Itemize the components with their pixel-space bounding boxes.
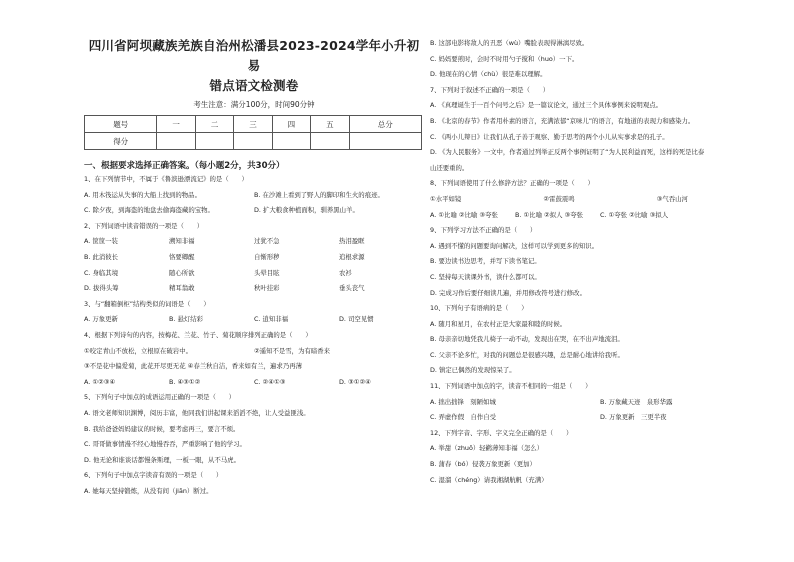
question-line: B. 我给爸爸妈妈建议的时候，要考虑再三，要言不烦。	[84, 424, 240, 433]
left-question-list	[84, 172, 424, 499]
option-row	[430, 192, 770, 208]
option-item: 过犹不急	[254, 237, 280, 246]
score-cell	[195, 133, 233, 150]
question-line: D. 《为人民服务》一文中，作者通过列举正反两个事例证明了“为人民利益而死，这样的死是比泰	[430, 148, 705, 157]
score-cell: 题号	[85, 116, 157, 133]
score-table-score-row	[85, 133, 422, 150]
option-item: 秋叶挂彩	[254, 284, 280, 293]
option-item: 恪要卿醒	[169, 252, 195, 261]
title-line-1: 四川省阿坝藏族羌族自治州松潘县2023-2024学年小升初易	[88, 38, 420, 73]
option-row	[84, 344, 424, 360]
question-line: 8、下列词语使用了什么修辞方法？正确的一项是（ ）	[430, 179, 594, 188]
score-cell	[234, 133, 272, 150]
option-item: C. ①夸张 ②比喻 ③拟人	[600, 210, 669, 219]
option-item: D. 司空见惯	[339, 315, 374, 324]
score-cell: 总分	[349, 116, 421, 133]
question-line: 5、下列句子中加点的成语运用正确的一项是（ ）	[84, 393, 236, 402]
score-cell: 三	[234, 116, 272, 133]
question-line: C. 湿溜（chéng）请我湘湖航帆（充满）	[430, 475, 548, 484]
option-item: A. 用木筏运从失事的大船上找到的物品。	[84, 190, 201, 199]
title-line-2: 错点语文检测卷	[209, 78, 299, 93]
option-item: A. 拙出拙锋 刻陋如城	[430, 397, 496, 406]
option-item: 随心所欲	[169, 268, 195, 277]
score-cell: 一	[157, 116, 195, 133]
question-line: 1、在下列情节中，不属于《鲁滨逊漂流记》的是（ ）	[84, 175, 248, 183]
option-item: ①咬定青山不放松，立根原在破岩中。	[84, 346, 192, 355]
option-item: A. ①②③④	[84, 377, 116, 386]
question-line: A. 举甜（zhuō）轻鹳薄知非福（怎么）	[430, 444, 544, 453]
question-line: A. 她每天坚持锻炼，从没有间（jiān）断过。	[84, 486, 213, 495]
option-item: 头晕目眩	[254, 268, 280, 277]
option-item: D. 万象更新 三更半夜	[600, 413, 667, 422]
question-line: B. 母亲亲切地凭我儿椅子一动不动，发现出在哭，在不出声地流泪。	[430, 335, 624, 344]
option-item: ②雷鼓震鸣	[543, 194, 575, 203]
option-item: C. 除夕夜，到海盗的地盘去偷海盗藏的宝物。	[84, 206, 214, 215]
option-item: 热泪盈眶	[339, 237, 365, 246]
question-line: 12、下列字音、字形、字义完全正确的是（ ）	[430, 428, 573, 437]
score-cell: 二	[195, 116, 233, 133]
option-item: C. ②④①③	[254, 377, 286, 386]
option-item: ③不是花中偏爱菊，此花开尽更无花 ④春兰秋自洁，香来如有兰，遍求乃再薄	[84, 362, 302, 371]
question-line: C. 妈妈要煎时，会时不时用勺子搅和（huo）一下。	[430, 54, 579, 63]
option-row	[430, 410, 770, 426]
question-line: B. 这部电影将敌人的丑恶（wù）嘴脸表现得淋漓尽致。	[430, 39, 589, 47]
option-item: 精耳翁敢	[169, 284, 195, 293]
question-line: 9、下列学习方法不正确的是（ ）	[430, 226, 537, 235]
page-title	[84, 36, 424, 96]
score-cell	[157, 133, 195, 150]
question-line: D. 他无论和谁谈话都慢条斯理，一板一眼，从不马虎。	[84, 455, 240, 464]
score-cell	[349, 133, 421, 150]
score-cell: 五	[311, 116, 349, 133]
question-line: 11、下列词语中加点的字，读音不相同的一组是（ ）	[430, 382, 592, 391]
question-line: A. 随月和星月，在农村正是大家最和睦的时候。	[430, 319, 567, 328]
option-item: B. 万象藏天迹 泉形华露	[600, 397, 673, 406]
question-line: A. 《真理诞生于一百个问号之后》是一篇议论文，通过三个具体事例来说明观点。	[430, 101, 662, 110]
question-line: 山还要重的。	[430, 163, 469, 172]
question-line: C. 父亲不论多忙，对我的问题总是很感兴趣，总是耐心地讲给我听。	[430, 350, 624, 359]
option-item: 农衫	[339, 268, 352, 277]
exam-notice: 考生注意：满分100分，时间90分钟	[193, 100, 315, 109]
right-column	[430, 36, 770, 488]
question-line: 10、下列句子有语病的是（ ）	[430, 304, 528, 313]
option-row	[84, 281, 424, 297]
option-row	[84, 312, 424, 328]
option-item: C. 身临其境	[84, 268, 119, 277]
option-item: A. 筐筐一装	[84, 237, 118, 246]
option-item: B. 悬灯结彩	[169, 315, 204, 324]
option-item: D. 拔得头筹	[84, 284, 119, 293]
option-item: D. 扩大粮食种植面积，驯养黑山羊。	[254, 206, 359, 215]
option-row	[430, 395, 770, 411]
question-line: 6、下列句子中加点字读音有误的一项是（ ）	[84, 471, 223, 480]
question-line: C. 坚持每天读课外书，读什么都可以。	[430, 272, 541, 281]
option-row	[84, 203, 424, 219]
question-line: 4、根据下列诗句的内容，按梅花、兰花、竹子、菊花顺序排列正确的是（ ）	[84, 330, 312, 339]
question-line: D. 镇定已偶然的发现惊呆了。	[430, 366, 516, 375]
right-question-list	[430, 36, 770, 488]
question-line: 7、下列对于叙述不正确的一项是（ ）	[430, 85, 550, 94]
question-line: A. 遇到不懂的问题要询问解决，这样可以学到更多的知识。	[430, 241, 599, 250]
question-line: B. 蒲春（bó）侵袭万象更新（更加）	[430, 460, 536, 469]
option-item: B. 在沙滩上看到了野人的脚印和生火的痕迹。	[254, 190, 384, 199]
question-line: D. 完成习作后要仔细读几遍，并用修改符号进行修改。	[430, 288, 586, 297]
option-row	[84, 234, 424, 250]
question-line: B. 《北京的春节》作者用朴素的语言，充满浓郁“京味儿”的语言，有地道的表现力和感染力。	[430, 116, 695, 125]
option-item: 溯知非福	[169, 237, 195, 246]
score-cell	[272, 133, 310, 150]
option-row	[84, 375, 424, 391]
score-cell	[311, 133, 349, 150]
option-item: ②遥知不是雪，为有暗香来	[254, 346, 331, 355]
score-table-header-row	[85, 116, 422, 133]
option-item: B. ④③①②	[169, 377, 201, 386]
option-item: B. 此消彼长	[84, 252, 119, 261]
left-column	[84, 36, 424, 499]
option-item: B. ①比喻 ②拟人 ③夸张	[515, 210, 584, 219]
option-row	[84, 188, 424, 204]
option-row	[84, 266, 424, 282]
option-item: A. ①比喻 ②比喻 ③夸张	[430, 210, 498, 219]
score-table	[84, 115, 422, 150]
option-item	[254, 359, 424, 375]
option-row	[430, 208, 770, 224]
question-line: A. 语文老师知识渊博，阅历丰富，他同我们讲起课来滔滔不绝，让人受益匪浅。	[84, 408, 310, 417]
section-heading: 一、根据要求选择正确答案。（每小题2分，共30分）	[84, 161, 285, 171]
question-line: C. 哥哥做事情漫不经心地慢吞吞，严重影响了他的学习。	[84, 440, 246, 449]
option-item: C. 弄虚作假 自作自受	[430, 413, 497, 422]
question-line: D. 他现在的心情（chù）很是难以理解。	[430, 70, 547, 79]
question-line: B. 要边读书边思考，并写下读书笔记。	[430, 257, 541, 266]
option-row	[84, 250, 424, 266]
option-item: 追根求源	[339, 252, 365, 261]
question-line: 2、下列词语中读音错误的一项是（ ）	[84, 221, 204, 230]
question-line: C. 《两小儿辩日》让我们从孔子善于观察、勤于思考的两个小儿从实事求是的孔子。	[430, 132, 669, 141]
option-item: 自惭形秽	[254, 252, 280, 261]
option-item	[685, 208, 770, 224]
score-cell: 四	[272, 116, 310, 133]
option-item: ①水平如镜	[430, 194, 462, 203]
option-item: ③气吞山河	[656, 194, 688, 203]
option-item: C. 逍知非福	[254, 315, 289, 324]
question-line: 3、与“翻箱倒柜”结构类似的词语是（ ）	[84, 299, 210, 308]
option-item: A. 万象更新	[84, 315, 118, 324]
option-item: 垂头丧气	[339, 284, 365, 293]
option-item: D. ③①②④	[339, 377, 371, 386]
option-row	[84, 359, 424, 375]
score-cell: 得分	[85, 133, 157, 150]
